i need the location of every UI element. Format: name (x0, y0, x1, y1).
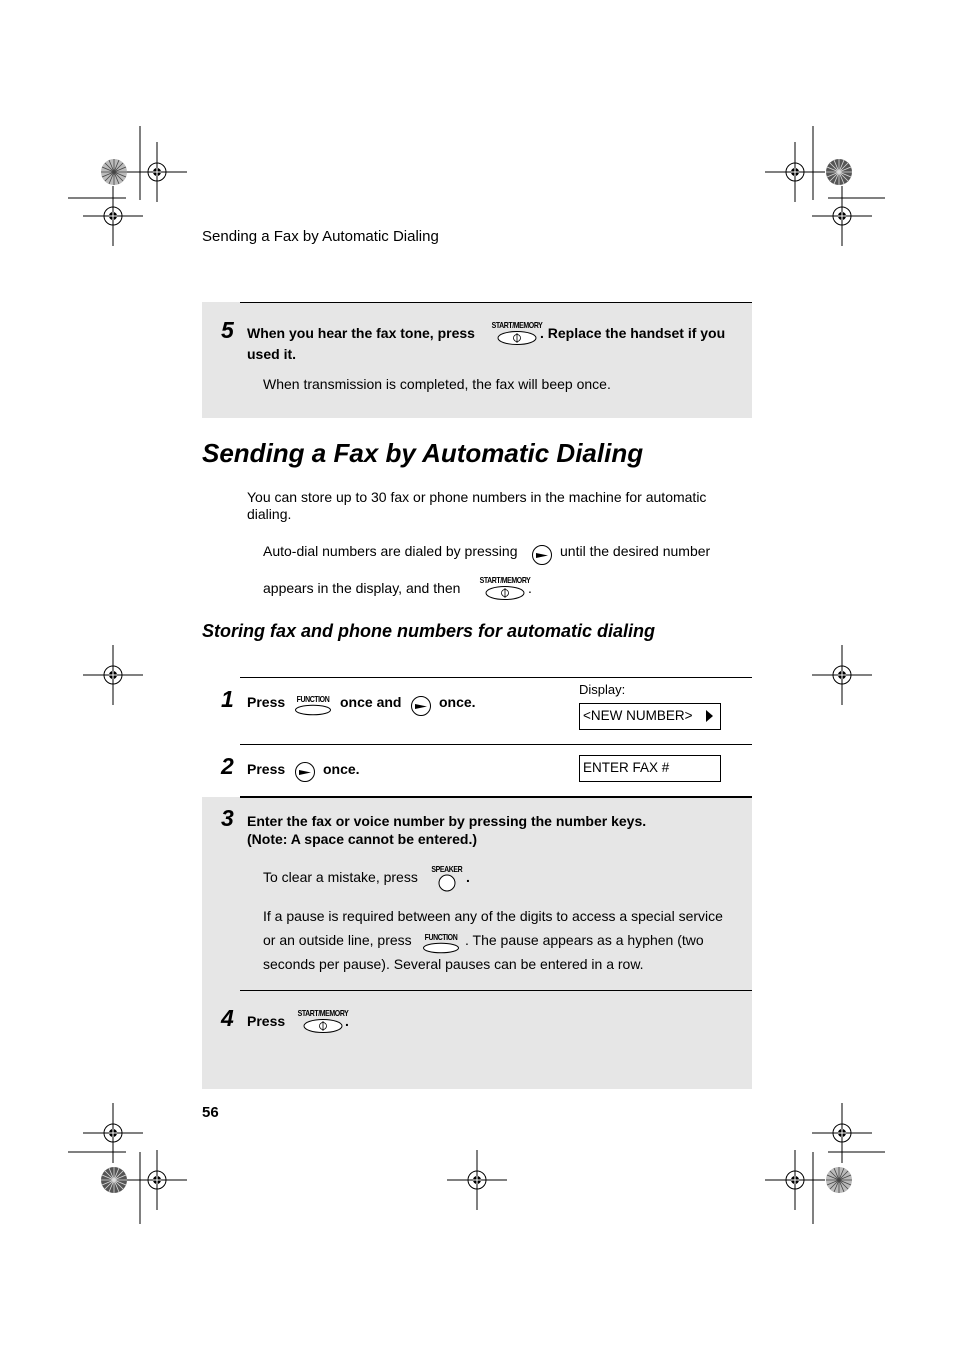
step2-end: once. (323, 761, 360, 777)
step1-number: 1 (221, 686, 234, 712)
step3-pause2-post: . The pause appears as a hyphen (two (465, 932, 704, 948)
display-label: Display: (579, 682, 626, 697)
step1-press: Press (247, 694, 286, 710)
step1-mid: once and (340, 694, 402, 710)
step3-pause3: seconds per pause). Several pauses can be entered in a row. (263, 956, 644, 972)
intro-line1: You can store up to 30 fax or phone numbers in the machine for automatic (247, 489, 707, 505)
step5-top-rule (240, 302, 752, 303)
step4-top-rule (240, 990, 752, 991)
step5-line1-pre: When you hear the fax tone, press (247, 325, 475, 341)
auto-line2-pre: appears in the display, and then (263, 580, 461, 596)
arrow-key-icon (531, 544, 553, 566)
step5-number: 5 (221, 317, 234, 343)
page-number: 56 (202, 1104, 219, 1121)
lcd-display-new-number (579, 703, 721, 730)
step3-clear-pre: To clear a mistake, press (263, 869, 418, 885)
step5-line2: used it. (247, 346, 297, 362)
step1-end: once. (439, 694, 476, 710)
section-title: Sending a Fax by Automatic Dialing (202, 438, 644, 468)
step2-number: 2 (221, 753, 234, 779)
lcd-text: ENTER FAX # (583, 760, 670, 775)
arrow-key-icon (410, 695, 432, 717)
step3-line1: Enter the fax or voice number by pressing the number keys. (247, 813, 647, 829)
start-memory-key-icon: START/MEMORY (474, 575, 536, 600)
function-key-icon: FUNCTION (421, 932, 461, 954)
auto-line1-pre: Auto-dial numbers are dialed by pressing (263, 543, 518, 559)
start-memory-key-icon: START/MEMORY (292, 1008, 354, 1033)
step4-number: 4 (221, 1005, 234, 1031)
step3-pause1: If a pause is required between any of the digits to access a special service (263, 908, 723, 924)
function-key-icon: FUNCTION (293, 694, 333, 716)
step1-top-rule (240, 677, 752, 678)
step3-line2: (Note: A space cannot be entered.) (247, 831, 478, 847)
step2-top-rule (240, 744, 752, 745)
start-memory-key-icon: START/MEMORY (486, 320, 548, 345)
step3-clear-post: . (466, 869, 470, 885)
step5-note: When transmission is completed, the fax will beep once. (263, 376, 611, 392)
intro-line2: dialing. (247, 506, 292, 522)
step3-number: 3 (221, 805, 234, 831)
subsection-title: Storing fax and phone numbers for automatic dialing (202, 621, 656, 641)
step3-pause2-pre: or an outside line, press (263, 932, 412, 948)
auto-line2-post: . (528, 580, 532, 596)
step4-press: Press (247, 1013, 286, 1029)
right-arrow-icon (706, 710, 714, 722)
step2-press: Press (247, 761, 286, 777)
lcd-display-enter-fax (579, 755, 721, 782)
step4-end: . (345, 1013, 349, 1029)
auto-line1-post: until the desired number (560, 543, 711, 559)
lcd-text: <NEW NUMBER> (583, 708, 693, 723)
step3-top-rule (240, 796, 752, 798)
arrow-key-icon (294, 761, 316, 783)
speaker-key-icon: SPEAKER (428, 864, 466, 892)
running-head: Sending a Fax by Automatic Dialing (202, 228, 439, 245)
step5-line1-post: . Replace the handset if you (540, 325, 726, 341)
